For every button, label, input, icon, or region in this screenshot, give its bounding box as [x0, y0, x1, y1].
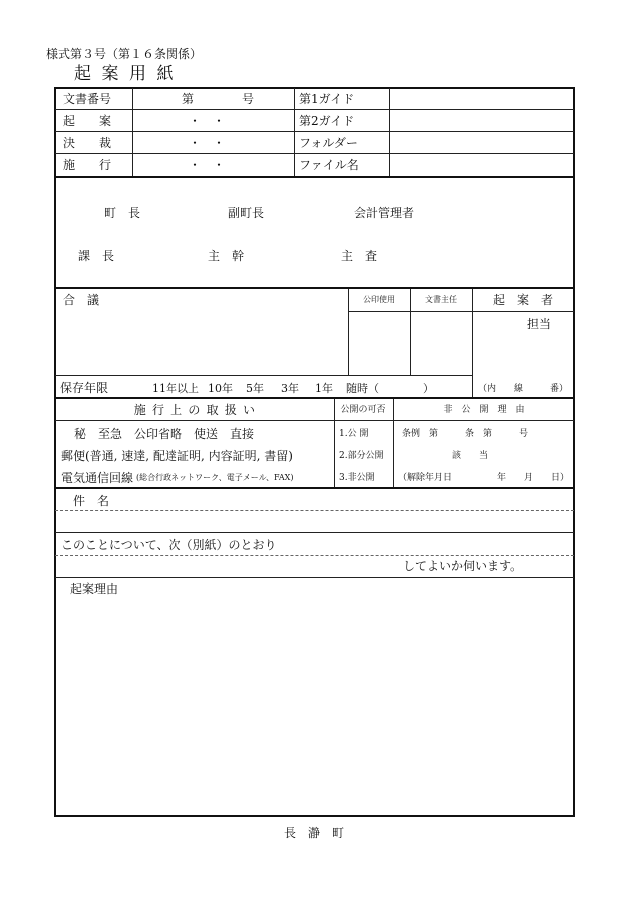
handling-col-line — [334, 399, 335, 487]
info-guide-2: 第2ガイド — [299, 114, 355, 128]
info-value-draft[interactable]: ・ ・ — [188, 114, 226, 128]
body-text-line2: してよいか伺います。 — [403, 559, 523, 573]
handling-options-row1[interactable]: 秘 至急 公印省略 使送 直接 — [74, 427, 255, 441]
form-number: 様式第３号（第１６条関係） — [46, 47, 203, 61]
retention-11-years[interactable]: 11年以上 — [152, 382, 199, 395]
disclosure-col-line — [393, 399, 394, 487]
approval-deputy-mayor: 副町長 — [228, 206, 265, 220]
info-label-draft: 起 案 — [63, 114, 112, 128]
council-col-line-1 — [348, 289, 349, 375]
info-col-line-1 — [132, 88, 133, 177]
council-header-line — [348, 311, 574, 312]
retention-10-years[interactable]: 10年 — [208, 382, 233, 395]
handling-options-row2[interactable]: 郵便(普通, 速達, 配達証明, 内容証明, 書留) — [61, 449, 293, 463]
approval-section-chief: 課 長 — [78, 249, 115, 263]
disclosure-private[interactable]: 3.非公開 — [339, 473, 375, 483]
reason-ordinance: 条例 第 条 第 号 — [402, 429, 529, 439]
in-charge-label: 担当 — [527, 317, 552, 331]
info-value-docnum[interactable]: 第 号 — [181, 92, 255, 106]
seal-use-label: 公印使用 — [363, 295, 395, 304]
handling-header: 施 行 上 の 取 扱 い — [133, 403, 257, 417]
info-guide-3: フォルダー — [299, 136, 358, 150]
retention-bottom-line — [55, 397, 574, 399]
extension-label: （内 線 番） — [478, 384, 569, 394]
info-guide-4: ファイル名 — [299, 158, 359, 172]
info-label-docnum: 文書番号 — [63, 92, 112, 106]
retention-3-years[interactable]: 3年 — [281, 382, 299, 395]
retention-label: 保存年限 — [60, 381, 109, 395]
approval-mayor: 町 長 — [104, 206, 141, 220]
retention-5-years[interactable]: 5年 — [246, 382, 264, 395]
approval-senior-officer: 主 幹 — [208, 249, 245, 263]
body-dashed-line — [55, 555, 574, 556]
subject-bottom-line — [55, 532, 574, 533]
disclosure-public[interactable]: 1.公 開 — [339, 429, 369, 439]
approval-chief-clerk: 主 査 — [341, 249, 378, 263]
info-label-enforce: 施 行 — [63, 158, 112, 172]
info-value-enforce[interactable]: ・ ・ — [188, 158, 226, 172]
handling-telecom[interactable]: 電気通信回線 — [61, 471, 134, 485]
form-title: 起 案 用 紙 — [74, 64, 177, 84]
approval-accounting-manager: 会計管理者 — [354, 206, 415, 220]
reason-applicable: 該 当 — [452, 451, 489, 461]
info-col-line-3 — [389, 88, 390, 177]
drafter-label: 起 案 者 — [492, 293, 554, 307]
retention-1-year[interactable]: 1年 — [315, 382, 333, 395]
approvals-bottom-line — [55, 287, 574, 289]
subject-dashed-line — [55, 510, 574, 511]
disclosure-partial[interactable]: 2.部分公開 — [339, 451, 384, 461]
footer-town-name: 長 瀞 町 — [283, 826, 345, 840]
info-label-decision: 決 裁 — [63, 136, 112, 150]
council-col-line-3 — [472, 289, 473, 397]
reason-area[interactable] — [56, 600, 573, 814]
reason-release-date: （解除年月日 年 月 日） — [398, 473, 570, 483]
handling-bottom-line — [55, 487, 574, 489]
reason-label: 起案理由 — [70, 582, 119, 596]
info-guide-1: 第1ガイド — [299, 92, 355, 106]
subject-label: 件 名 — [73, 494, 110, 508]
retention-top-line — [55, 375, 473, 376]
doc-chief-label: 文書主任 — [425, 295, 457, 304]
info-col-line-2 — [294, 88, 295, 177]
council-label: 合 議 — [63, 293, 100, 307]
handling-header-line — [55, 420, 574, 421]
body-text-line1: このことについて、次（別紙）のとおり — [61, 538, 277, 552]
info-value-decision[interactable]: ・ ・ — [188, 136, 226, 150]
body-bottom-line — [55, 577, 574, 578]
info-bottom-line — [55, 176, 574, 178]
non-disclosure-reason-header: 非 公 開 理 由 — [443, 405, 525, 415]
disclosure-header: 公開の可否 — [340, 405, 386, 415]
council-col-line-2 — [410, 289, 411, 375]
handling-telecom-detail: (総合行政ネットワーク、電子メール、FAX) — [136, 473, 294, 482]
retention-as-needed[interactable]: 随時（ ） — [346, 382, 434, 395]
